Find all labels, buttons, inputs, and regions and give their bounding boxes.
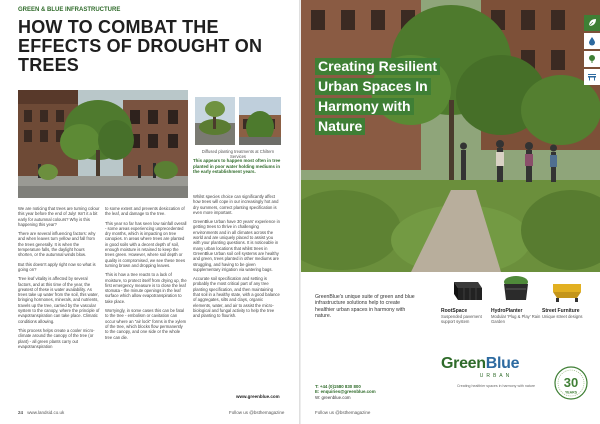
logo-sub: URBAN: [479, 373, 513, 379]
paragraph: Worryingly, in some cases this can be fatal to the tree - embolism or cavitation can occur where an "air lock" forms in the xylem of the tree, which blocks flow permanently to the canopy, and one side or the whole tree can die.: [105, 308, 187, 340]
side-tabs: [584, 15, 600, 87]
intro-text: GreenBlue's unique suite of green and blue infrastructure solutions help to create healthier urban spaces in harmony with nature.: [315, 294, 415, 320]
paragraph: But this doesn't apply right now so what is going on?: [18, 261, 96, 272]
hero-title-line: Urban Spaces In: [315, 78, 431, 95]
photo-caption: Diffused planting treatments at Chiltern Services: [201, 149, 275, 160]
right-page: [301, 0, 600, 424]
paragraph: We are noticing that trees are turning colour this year before the end of July! Isn't it a bit early for autumnal colours? Why is this happening this year?: [18, 206, 100, 227]
hydroplanter-image: [491, 272, 541, 306]
planting-photo-2: [239, 97, 281, 145]
product-street-furniture: [542, 272, 592, 319]
paragraph: There are several influencing factors: why and when leaves turn yellow and fall from the trees generally. It is when the temperature falls, the daylight hours shorten, or the autumnal winds blow.: [18, 231, 96, 258]
hero-title: [315, 58, 485, 138]
product-hydroplanter: [491, 272, 541, 324]
article-column-3-quote: [193, 158, 281, 179]
water-tab[interactable]: [584, 33, 600, 49]
paragraph: This year so far has seen low rainfall overall - some areas experiencing unprecedented dry months, which is impacting on tree canopies. In areas where trees are planted in good soils with a decent depth of soil, enough moisture is retained to keep the trees green. However, where soil depth or quality is compromised, we see these trees turning brown and dropping leaves.: [105, 220, 187, 268]
product-desc: Unique street designs: [542, 314, 583, 319]
product-name: Street Furniture: [542, 308, 580, 314]
water-drop-icon: [587, 36, 597, 46]
logo-wordmark: [441, 355, 551, 372]
leaf-icon: [587, 18, 597, 28]
hero-title-line: Creating Resilient: [315, 58, 440, 75]
logo-blue: Blue: [485, 355, 520, 372]
page-number: 24: [18, 410, 24, 415]
greenblue-urban-logo: [441, 355, 551, 388]
article-column-2: [105, 206, 187, 344]
bench-icon: [587, 72, 597, 82]
paragraph: Whilst species choice can significantly affect how trees will cope in our increasingly hot and dry summers, correct planting specification is even more important.: [193, 194, 279, 215]
footer-left: [18, 410, 64, 415]
paragraph: Accurate soil specification and setting is probably the most critical part of any tree planting specification, and then maintaining that soil in a healthy state, with a good balance of aggregates, silts and clays, organic elements, water, and air to assist the micro-biological and fungal activity to help the tree and planting to flourish.: [193, 276, 280, 319]
paragraph: Tree leaf vitality is affected by several factors, and at this time of the year, the greatest of these is water availability. As trees take up water from the soil, this water, bringing hormones, minerals, and nutrients, travels up the tree, carried by the vascular system to the canopy, where the principle of evapotranspiration can take place. Climatic conditions allowing.: [18, 276, 100, 324]
contact-phone[interactable]: T: +44 (0)1580 830 800: [315, 384, 361, 389]
tree-tab[interactable]: [584, 51, 600, 67]
hero-title-line: Nature: [315, 118, 365, 135]
paragraph: This process helps create a cooler micro-climate around the canopy of the tree (or plant) - all green plants carry out evapotranspiration: [18, 327, 95, 349]
contact-details: [315, 384, 376, 400]
paragraph: This is how a tree reacts to a lack of moisture, to protect itself from drying up, the first emergency measure is to close the leaf stomata - the minute openings in the leaf surface which allow evapotranspiration to take place.: [105, 272, 187, 304]
badge-number: 30: [563, 375, 579, 390]
badge-word: YEARS: [564, 390, 578, 395]
paragraph: to some extent and prevents desiccation of the leaf, and damage to the tree.: [105, 206, 185, 217]
footer-site-link[interactable]: www.landsid.co.uk: [27, 410, 65, 415]
article-headline: HOW TO COMBAT THE EFFECTS OF DROUGHT ON TREES: [18, 17, 263, 75]
tree-icon: [587, 54, 597, 64]
paragraph: GreenBlue Urban have 30 years' experience in getting trees to thrive in challenging environments and in all climates across the world and are uniquely placed to assist you with your planting questions. It is noticeable in many urban locations that whilst trees in GreenBlue Urban soil cell systems are healthy and green, trees planted in other mediums are struggling, and having to be given supplementary irrigation via watering bags.: [193, 219, 280, 272]
product-name: RootSpace: [441, 308, 468, 314]
bench-tab[interactable]: [584, 69, 600, 85]
section-label: GREEN & BLUE INFRASTRUCTURE: [18, 7, 121, 13]
greenblue-url[interactable]: www.greenblue.com: [236, 394, 280, 399]
left-page: [0, 0, 299, 424]
hero-title-line: Harmony with: [315, 98, 414, 115]
street-trees-photo: [18, 90, 188, 198]
product-rootspace: [441, 272, 491, 324]
product-desc: Suspended pavement support system: [441, 314, 482, 325]
footer-right-social: Follow us @bsthemagazine: [315, 410, 371, 415]
street-furniture-image: [542, 272, 592, 306]
logo-tagline: Creating healthier spaces in harmony with nature: [456, 384, 536, 388]
contact-web[interactable]: W: greenblue.com: [315, 394, 351, 400]
planting-photo-1: [195, 97, 235, 145]
rootspace-image: [441, 272, 491, 306]
contact-email[interactable]: E: enquiries@greenblue.com: [315, 389, 376, 395]
product-desc: Modular 'Plug & Play' Rain Garden: [491, 314, 541, 325]
anniversary-badge: [554, 366, 588, 400]
pull-quote: This appears to happen most often in tree planted in poor water holding mediums in the early establishment years.: [193, 158, 281, 175]
logo-green: Green: [441, 355, 486, 372]
product-name: HydroPlanter: [491, 308, 523, 314]
footer-social: Follow us @bsthemagazine: [229, 410, 285, 415]
leaf-tab[interactable]: [584, 15, 600, 31]
article-column-1: [18, 206, 100, 353]
article-column-3: [193, 194, 281, 323]
